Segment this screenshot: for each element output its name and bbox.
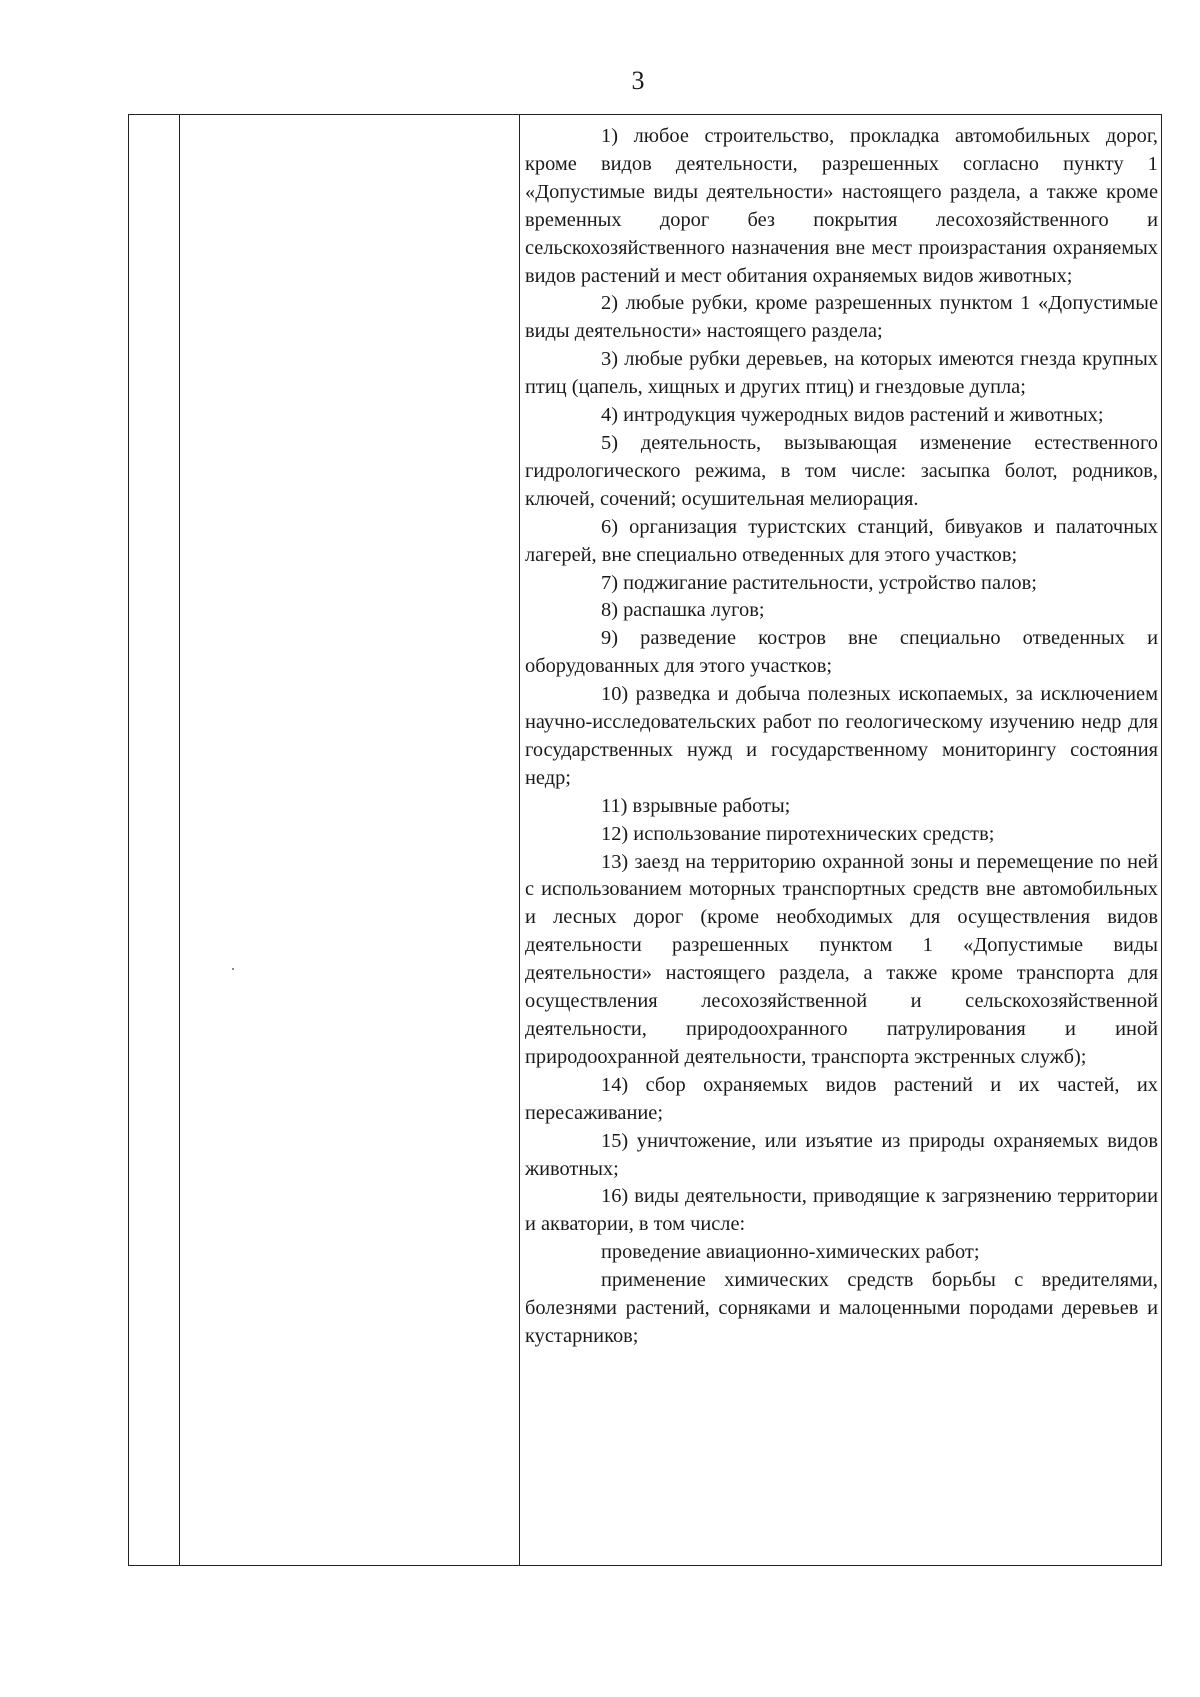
restriction-item: 6) организация туристских станций, бивуаков и палаточных лагерей, вне специально отведенных для этого участков; xyxy=(525,515,1158,566)
page-number: 3 xyxy=(631,66,645,95)
restrictions-table xyxy=(128,114,1162,1566)
restriction-item: 4) интродукция чужеродных видов растений и животных; xyxy=(601,404,1104,427)
prohibited-activities-cell xyxy=(525,123,1158,1351)
restriction-item: 2) любые рубки, кроме разрешенных пунктом 1 «Допустимые виды деятельности» настоящего раздела; xyxy=(525,292,1158,343)
restriction-item: 13) заезд на территорию охранной зоны и перемещение по ней с использованием моторных транспортных средств вне автомобильных и лесных дорог (кроме необходимых для осуществления видов деятельности разрешенных пунктом 1 «Допустимые виды деятельности» настоящего раздела, а также кроме транспорта для осуществления лесохозяйственной и сельскохозяйственной деятельности, природоохранного патрулирования и иной природоохранной деятельности, транспорта экстренных служб); xyxy=(525,850,1158,1068)
restriction-item: 12) использование пиротехнических средств; xyxy=(601,822,995,845)
restriction-subitem: применение химических средств борьбы с вредителями, болезнями растений, сорняками и малоценными породами деревьев и кустарников; xyxy=(525,1269,1158,1347)
column-divider xyxy=(519,115,520,1565)
column-divider xyxy=(179,115,180,1565)
restriction-item: 10) разведка и добыча полезных ископаемых, за исключением научно-исследовательских работ по геологическому изучению недр для государственных нужд и государственному мониторингу состояния недр; xyxy=(525,683,1158,789)
restriction-item: 1) любое строительство, прокладка автомобильных дорог, кроме видов деятельности, разрешенных согласно пункту 1 «Допустимые виды деятельности» настоящего раздела, а также кроме временных дорог без покрытия лесохозяйственного и сельскохозяйственного назначения вне мест произрастания охраняемых видов растений и мест обитания охраняемых видов животных; xyxy=(525,125,1158,287)
restriction-item: 8) распашка лугов; xyxy=(601,599,765,622)
restriction-item: 3) любые рубки деревьев, на которых имеются гнезда крупных птиц (цапель, хищных и других птиц) и гнездовые дупла; xyxy=(525,348,1158,399)
restriction-item: 5) деятельность, вызывающая изменение естественного гидрологического режима, в том числе: засыпка болот, родников, ключей, сочений; осушительная мелиорация. xyxy=(525,431,1158,510)
restriction-item: 15) уничтожение, или изъятие из природы охраняемых видов животных; xyxy=(525,1129,1158,1180)
scan-speck xyxy=(232,968,234,970)
restriction-item: 11) взрывные работы; xyxy=(601,794,791,817)
restriction-item: 14) сбор охраняемых видов растений и их частей, их пересаживание; xyxy=(525,1073,1158,1124)
restriction-item: 7) поджигание растительности, устройство палов; xyxy=(601,571,1037,594)
restriction-subitem: проведение авиационно-химических работ; xyxy=(601,1241,980,1264)
restriction-item: 16) виды деятельности, приводящие к загрязнению территории и акватории, в том числе: xyxy=(525,1185,1158,1236)
restriction-item: 9) разведение костров вне специально отведенных и оборудованных для этого участков; xyxy=(525,627,1158,678)
